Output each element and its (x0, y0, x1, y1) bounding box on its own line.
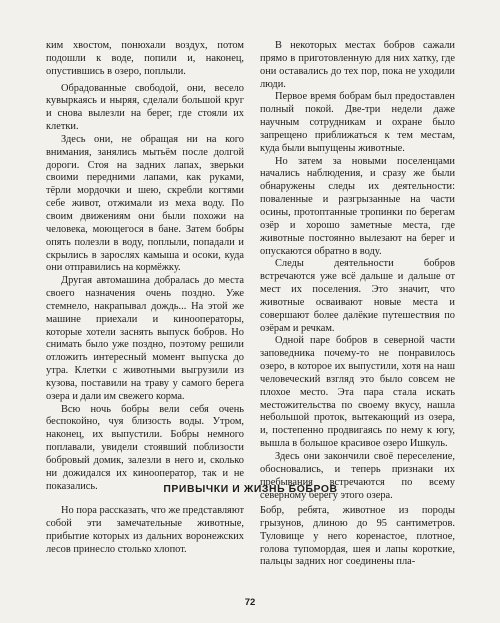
section-right-column (260, 505, 455, 569)
paragraph: Но пора рассказать, что же представляют собой эти замечательные животные, прибытие которых из дальних воронежских лесов принесло столько хлопот. (46, 505, 244, 555)
paragraph: Первое время бобрам был предоставлен полный покой. Две-три недели даже научным сотрудникам и охране было запрещено приближаться к тем местам, куда были выпущены животные. (260, 91, 455, 154)
paragraph: ким хвостом, понюхали воздух, потом подошли к воде, попили и, наконец, опустившись в озеро, поплыли. (46, 40, 244, 77)
paragraph: Следы деятельности бобров встречаются уже всё дальше и дальше от мест их поселения. Это значит, что животные осваивают новые места и совершают более далёкие путешествия по озёрам и речкам. (260, 258, 455, 334)
right-column (260, 40, 455, 502)
paragraph: Всю ночь бобры вели себя очень беспокойно, чуя близость воды. Утром, наконец, их выпустили. Бобры немного поплавали, увидели стоявший поблизости бобровый домик, залезли в него и, сколько ни дожидался их кинооператор, так и не показались. (46, 403, 244, 492)
left-column (46, 40, 244, 494)
section-heading: ПРИВЫЧКИ И ЖИЗНЬ БОБРОВ (163, 484, 338, 495)
page-number: 72 (244, 597, 256, 608)
section-left-column (46, 505, 244, 556)
paragraph: Другая автомашина добралась до места своего назначения очень поздно. Уже стемнело, накрапывал дождь... На этой же машине приехали и кинооператоры, которые хотели заснять выпуск бобров. Но снимать было уже поздно, поэтому решили отложить интересный момент выпуска до утра. Клетки с животными выгрузили из кузова, поставили на траву у самого берега озера и дали им свежего корма. (46, 275, 244, 402)
paragraph: Обрадованные свободой, они, весело кувыркаясь и ныряя, сделали большой круг и снова вылезли на берег, где стояли их клетки. (46, 82, 244, 133)
paragraph: Здесь они закончили своё переселение, обосновались, и теперь признаки их пребывания встречаются по всему северному берегу этого озера. (260, 451, 455, 501)
paragraph: Бобр, ребята, животное из породы грызунов, длиною до 95 сантиметров. Туловище у него коренастое, плотное, голова тупомордая, шея и лапы короткие, пальцы задних ног соединены пла- (260, 505, 455, 568)
paragraph: В некоторых местах бобров сажали прямо в приготовленную для них хатку, где они оставались до тех пор, пока не уходили люди. (260, 40, 455, 90)
paragraph: Одной паре бобров в северной части заповедника почему-то не понравилось озеро, в которое их выпустили, хотя на наш человеческий взгляд это было совсем не плохое место. Эта пара стала искать местожительства по своему вкусу, нашла небольшой проток, вытекающий из озера, и, постепенно продвигаясь по нему к югу, вышла в большое красивое озеро Ишкуль. (260, 335, 455, 450)
paragraph: Но затем за новыми поселенцами начались наблюдения, и сразу же были обнаружены следы их деятельности: поваленные и разгрызанные на части осины, протоптанные тропинки по берегам озёр и хорошо заметные места, где животные постоянно вылезают на берег и опускаются обратно в воду. (260, 155, 455, 257)
paragraph: Здесь они, не обращая ни на кого внимания, занялись мытьём после долгой дороги. Стоя на задних лапах, зверьки своими передними лапами, как руками, тёрли мордочки и шею, скребли когтями себе живот, отжимали из меха воду. По своим движениям они были похожи на человека, моющегося в бане. Затем бобры опять полезли в воду, поплыли, попадали и скрылись в зарослях камыша и осоки, куда они отправились на кормёжку. (46, 133, 244, 274)
